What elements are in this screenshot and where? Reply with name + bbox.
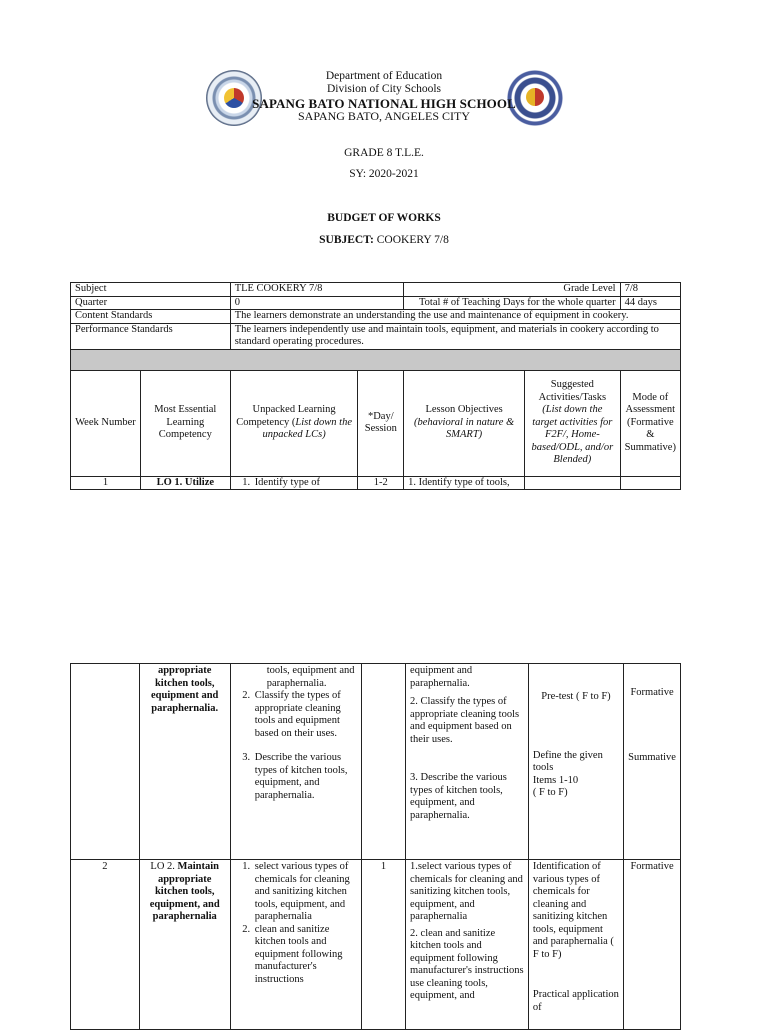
week-cell: 1 [71,476,141,490]
performance-standards-value: The learners independently use and maintain tools, equipment, and materials in cookery according to standard operating procedures. [230,323,680,349]
melc-cell: LO 1. Utilize [140,476,230,490]
subject-label: Subject [71,283,231,297]
col-activities: Suggested Activities/Tasks (List down the target activities for F2F/, Home-based/ODL, and/or Blended) [525,370,620,476]
subject-value: TLE COOKERY 7/8 [230,283,403,297]
objective-cell: 1. Identify type of tools, [404,476,525,490]
subject-row [71,283,681,297]
table-row [71,664,681,860]
col-mode: Mode of Assessment (Formative & Summative) [620,370,680,476]
grade-level-value: 7/8 [620,283,680,297]
unpacked-cell: tools, equipment and paraphernalia. 2. Classify the types of appropriate cleaning tools and equipment based on their uses. 3. Describe the various types of kitchen tools, equipment, and paraphernalia. [230,664,361,860]
mode-cell [620,476,680,490]
school-year: SY: 2020-2021 [349,168,419,180]
col-week: Week Number [71,370,141,476]
mode-cell: Formative [624,860,681,1030]
performance-standards-label: Performance Standards [71,323,231,349]
teaching-days-value: 44 days [620,296,680,310]
unpacked-cell: 1. Identify type of [230,476,358,490]
content-standards-label: Content Standards [71,310,231,324]
col-objectives: Lesson Objectives (behavioral in nature & SMART) [404,370,525,476]
melc-cell: appropriate kitchen tools, equipment and paraphernalia. [139,664,230,860]
document-title: BUDGET OF WORKS [327,212,441,224]
activity-cell: Identification of various types of chemicals for cleaning and sanitizing kitchen tools, equipment and paraphernalia ( F to F) Practical application of [528,860,623,1030]
content-standards-value: The learners demonstrate an understanding the use and maintenance of equipment in cookery. [230,310,680,324]
mode-cell: Formative Summative [624,664,681,860]
day-cell: 1-2 [358,476,404,490]
department-line: Department of Education [325,70,443,82]
budget-table-continued [70,663,681,1030]
day-cell: 1 [361,860,405,1030]
day-cell [361,664,405,860]
grade-line: GRADE 8 T.L.E. [344,147,424,159]
week-cell [71,664,140,860]
quarter-label: Quarter [71,296,231,310]
division-line: Division of City Schools [326,83,442,95]
subject-heading: SUBJECT: COOKERY 7/8 [319,234,449,246]
unpacked-cell: 1. select various types of chemicals for cleaning and sanitizing kitchen tools, equipment, and paraphernalia 2. clean and sanitize kitchen tools and equipment following manufacturer's instructions [230,860,361,1030]
table-row [71,860,681,1030]
school-name: SAPANG BATO NATIONAL HIGH SCHOOL [252,96,516,111]
column-header-row [71,370,681,476]
table-row [71,476,681,490]
melc-cell: LO 2. Maintain appropriate kitchen tools, equipment, and paraphernalia [139,860,230,1030]
shaded-separator-row [71,349,681,370]
content-standards-row [71,310,681,324]
teaching-days-label: Total # of Teaching Days for the whole quarter [404,296,620,310]
school-address: SAPANG BATO, ANGELES CITY [297,109,471,123]
activity-cell: Pre-test ( F to F) Define the given tools Items 1-10 ( F to F) [528,664,623,860]
col-unpacked: Unpacked Learning Competency (List down the unpacked LCs) [230,370,358,476]
col-day: *Day/ Session [358,370,404,476]
quarter-row [71,296,681,310]
col-melc: Most Essential Learning Competency [140,370,230,476]
grade-level-label: Grade Level [404,283,620,297]
quarter-value: 0 [230,296,403,310]
objective-cell: 1.select various types of chemicals for cleaning and sanitizing kitchen tools, equipment, and paraphernalia 2. clean and sanitize kitchen tools and equipment following manufacturer's instructions use cleaning tools, equipment, and [406,860,529,1030]
activity-cell [525,476,620,490]
performance-standards-row [71,323,681,349]
week-cell: 2 [71,860,140,1030]
budget-table [70,282,681,490]
objective-cell: equipment and paraphernalia. 2. Classify the types of appropriate cleaning tools and equipment based on their uses. 3. Describe the various types of kitchen tools, equipment, and paraphernalia. [406,664,529,860]
